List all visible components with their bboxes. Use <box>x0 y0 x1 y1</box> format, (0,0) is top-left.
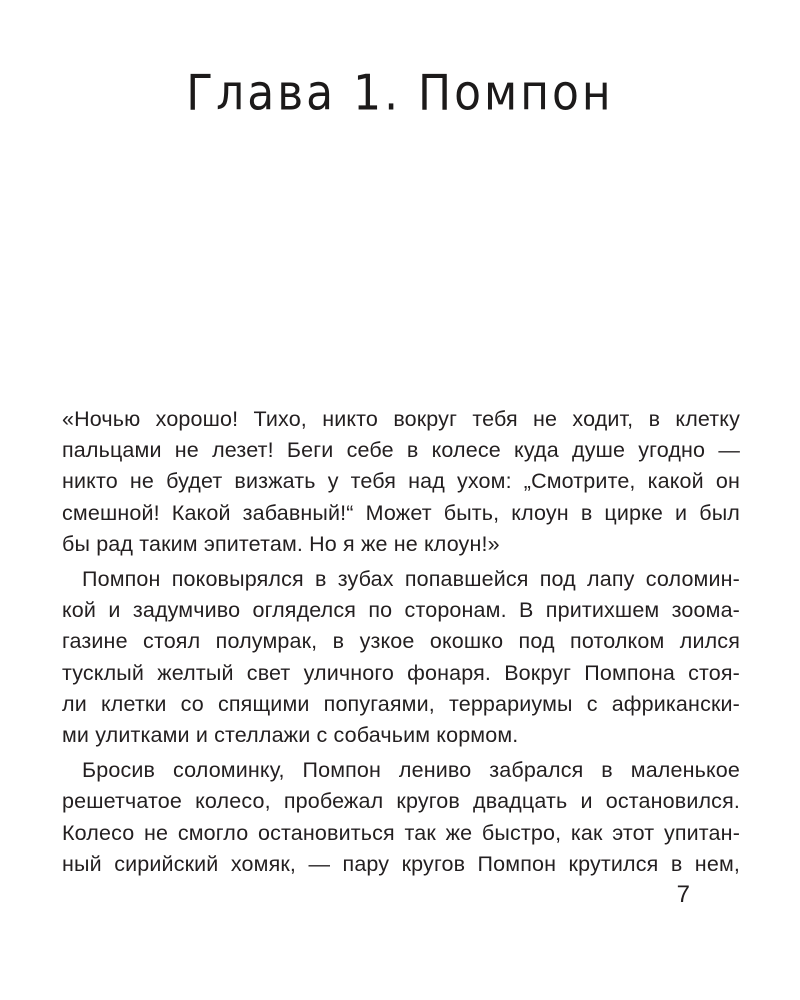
text-line: ли клетки со спящими попугаями, террариумы с африкански- <box>62 691 740 716</box>
text-line: Помпон поковырялся в зубах попавшейся под лапу соломин- <box>82 567 740 592</box>
text-line: тусклый желтый свет уличного фонаря. Вокруг Помпона стоя- <box>62 660 740 685</box>
text-line: Колесо не смогло остановиться так же быстро, как этот упитан- <box>62 820 740 845</box>
paragraph-1 <box>62 404 740 560</box>
text-line: ный сирийский хомяк, — пару кругов Помпон крутился в нем, <box>62 851 740 876</box>
text-line: решетчатое колесо, пробежал кругов двадцать и остановился. <box>62 789 740 814</box>
text-line: «Ночью хорошо! Тихо, никто вокруг тебя не ходит, в клетку <box>62 407 740 431</box>
paragraph-3 <box>62 755 740 880</box>
paragraph-2 <box>62 564 740 751</box>
text-line: пальцами не лезет! Беги себе в колесе куда душе угодно — <box>62 438 740 463</box>
text-line: бы рад таким эпитетам. Но я же не клоун!» <box>62 531 500 556</box>
text-line: газине стоял полумрак, в узкое окошко под потолком лился <box>62 629 740 654</box>
text-line: Бросив соломинку, Помпон лениво забрался в маленькое <box>82 758 740 783</box>
page-number: 7 <box>676 881 690 908</box>
text-line: смешной! Какой забавный!“ Может быть, клоун в цирке и был <box>62 500 740 525</box>
text-line: кой и задумчиво огляделся по сторонам. В притихшем зоома- <box>62 598 740 623</box>
chapter-body <box>62 404 740 884</box>
chapter-title: Глава 1. Помпон <box>186 64 614 123</box>
text-line: ми улитками и стеллажи с собачьим кормом. <box>62 723 519 748</box>
text-line: никто не будет визжать у тебя над ухом: „Смотрите, какой он <box>62 469 740 494</box>
